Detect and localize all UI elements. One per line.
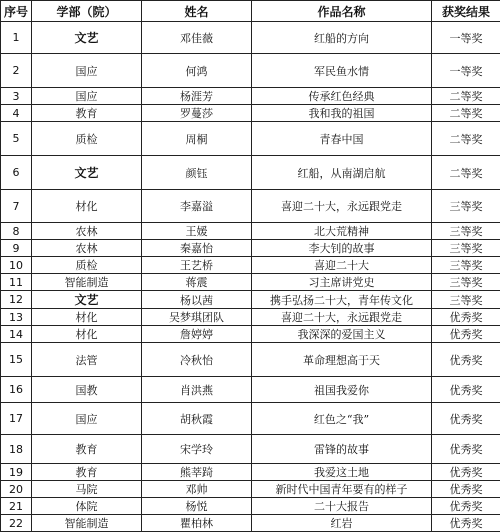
cell-work: 军民鱼水情 (252, 54, 432, 88)
table-row (1, 435, 500, 464)
table-row (1, 343, 500, 377)
cell-award: 三等奖 (432, 223, 500, 240)
cell-name: 杨以茜 (142, 291, 252, 309)
table-row (1, 257, 500, 274)
cell-name: 邓帅 (142, 481, 252, 498)
cell-dept: 教育 (32, 435, 142, 464)
cell-award: 优秀奖 (432, 481, 500, 498)
cell-name: 邓佳薇 (142, 22, 252, 54)
cell-dept: 马院 (32, 481, 142, 498)
cell-no: 16 (1, 377, 32, 403)
cell-no: 12 (1, 291, 32, 309)
cell-name: 瞿柏林 (142, 515, 252, 532)
cell-work: 红色之“我” (252, 403, 432, 435)
cell-dept: 智能制造 (32, 274, 142, 291)
cell-no: 21 (1, 498, 32, 515)
cell-award: 三等奖 (432, 257, 500, 274)
cell-name: 李嘉溢 (142, 190, 252, 223)
cell-award: 三等奖 (432, 240, 500, 257)
cell-work: 喜迎二十大，永远跟党走 (252, 190, 432, 223)
cell-work: 革命理想高于天 (252, 343, 432, 377)
cell-work: 雷锋的故事 (252, 435, 432, 464)
cell-work: 红船，从南湖启航 (252, 156, 432, 190)
table-row (1, 326, 500, 343)
cell-dept: 智能制造 (32, 515, 142, 532)
cell-no: 7 (1, 190, 32, 223)
cell-name: 王艺桥 (142, 257, 252, 274)
cell-name: 周桐 (142, 122, 252, 156)
cell-no: 20 (1, 481, 32, 498)
cell-dept: 体院 (32, 498, 142, 515)
header-no: 序号 (1, 1, 32, 22)
cell-name: 王媛 (142, 223, 252, 240)
cell-no: 4 (1, 105, 32, 122)
cell-no: 9 (1, 240, 32, 257)
cell-award: 一等奖 (432, 22, 500, 54)
cell-work: 北大荒精神 (252, 223, 432, 240)
cell-work: 红岩 (252, 515, 432, 532)
cell-dept: 材化 (32, 326, 142, 343)
cell-name: 熊莘踦 (142, 464, 252, 481)
cell-award: 优秀奖 (432, 343, 500, 377)
table-row (1, 54, 500, 88)
cell-no: 22 (1, 515, 32, 532)
cell-award: 三等奖 (432, 190, 500, 223)
cell-award: 优秀奖 (432, 403, 500, 435)
cell-no: 5 (1, 122, 32, 156)
cell-no: 13 (1, 309, 32, 326)
table-row (1, 240, 500, 257)
cell-work: 携手弘扬二十大，青年传文化 (252, 291, 432, 309)
cell-name: 肖洪燕 (142, 377, 252, 403)
cell-name: 杨涯芳 (142, 88, 252, 105)
table-row (1, 498, 500, 515)
table-row (1, 377, 500, 403)
cell-name: 冷秋怡 (142, 343, 252, 377)
cell-work: 新时代中国青年要有的样子 (252, 481, 432, 498)
cell-dept: 教育 (32, 464, 142, 481)
cell-name: 胡秋霞 (142, 403, 252, 435)
cell-dept: 材化 (32, 190, 142, 223)
cell-dept: 国应 (32, 403, 142, 435)
cell-no: 3 (1, 88, 32, 105)
header-name: 姓名 (142, 1, 252, 22)
cell-no: 11 (1, 274, 32, 291)
cell-work: 青春中国 (252, 122, 432, 156)
cell-name: 颜钰 (142, 156, 252, 190)
table-header (1, 1, 500, 22)
cell-award: 三等奖 (432, 291, 500, 309)
cell-name: 秦嘉怡 (142, 240, 252, 257)
cell-dept: 国教 (32, 377, 142, 403)
table-row (1, 274, 500, 291)
cell-work: 李大钊的故事 (252, 240, 432, 257)
cell-no: 15 (1, 343, 32, 377)
header-award: 获奖结果 (432, 1, 500, 22)
cell-dept: 农林 (32, 240, 142, 257)
table-row (1, 515, 500, 532)
header-work: 作品名称 (252, 1, 432, 22)
cell-work: 传承红色经典 (252, 88, 432, 105)
cell-work: 喜迎二十大，永远跟党走 (252, 309, 432, 326)
table-row (1, 22, 500, 54)
cell-award: 优秀奖 (432, 377, 500, 403)
cell-award: 优秀奖 (432, 309, 500, 326)
cell-dept: 质检 (32, 257, 142, 274)
cell-dept: 法管 (32, 343, 142, 377)
cell-award: 二等奖 (432, 105, 500, 122)
cell-work: 我和我的祖国 (252, 105, 432, 122)
cell-award: 优秀奖 (432, 515, 500, 532)
cell-award: 一等奖 (432, 54, 500, 88)
table-row (1, 122, 500, 156)
header-row (1, 1, 500, 22)
cell-dept: 国应 (32, 88, 142, 105)
cell-work: 祖国我爱你 (252, 377, 432, 403)
table-row (1, 481, 500, 498)
cell-award: 二等奖 (432, 156, 500, 190)
cell-work: 二十大报告 (252, 498, 432, 515)
table-row (1, 105, 500, 122)
cell-no: 19 (1, 464, 32, 481)
cell-work: 我爱这土地 (252, 464, 432, 481)
cell-name: 宋学玲 (142, 435, 252, 464)
cell-no: 1 (1, 22, 32, 54)
table-row (1, 309, 500, 326)
cell-no: 2 (1, 54, 32, 88)
cell-award: 优秀奖 (432, 435, 500, 464)
cell-no: 10 (1, 257, 32, 274)
header-dept: 学部（院） (32, 1, 142, 22)
cell-name: 罗蔓莎 (142, 105, 252, 122)
cell-award: 优秀奖 (432, 326, 500, 343)
cell-work: 喜迎二十大 (252, 257, 432, 274)
cell-award: 二等奖 (432, 88, 500, 105)
cell-dept: 国应 (32, 54, 142, 88)
cell-name: 杨悦 (142, 498, 252, 515)
cell-name: 蒋震 (142, 274, 252, 291)
cell-name: 何鸿 (142, 54, 252, 88)
table-row (1, 156, 500, 190)
cell-award: 优秀奖 (432, 464, 500, 481)
cell-dept: 文艺 (32, 156, 142, 190)
table-body (1, 22, 500, 532)
cell-name: 詹婷婷 (142, 326, 252, 343)
cell-dept: 教育 (32, 105, 142, 122)
table-row (1, 88, 500, 105)
cell-no: 8 (1, 223, 32, 240)
cell-dept: 质检 (32, 122, 142, 156)
cell-dept: 农林 (32, 223, 142, 240)
cell-no: 14 (1, 326, 32, 343)
cell-name: 吴梦琪团队 (142, 309, 252, 326)
table-row (1, 223, 500, 240)
cell-no: 18 (1, 435, 32, 464)
cell-no: 6 (1, 156, 32, 190)
cell-dept: 文艺 (32, 22, 142, 54)
cell-award: 二等奖 (432, 122, 500, 156)
cell-no: 17 (1, 403, 32, 435)
cell-award: 三等奖 (432, 274, 500, 291)
cell-award: 优秀奖 (432, 498, 500, 515)
cell-dept: 材化 (32, 309, 142, 326)
cell-work: 我深深的爱国主义 (252, 326, 432, 343)
table-row (1, 190, 500, 223)
cell-work: 习主席讲党史 (252, 274, 432, 291)
table-row (1, 291, 500, 309)
table-row (1, 403, 500, 435)
table-row (1, 464, 500, 481)
cell-work: 红船的方向 (252, 22, 432, 54)
cell-dept: 文艺 (32, 291, 142, 309)
